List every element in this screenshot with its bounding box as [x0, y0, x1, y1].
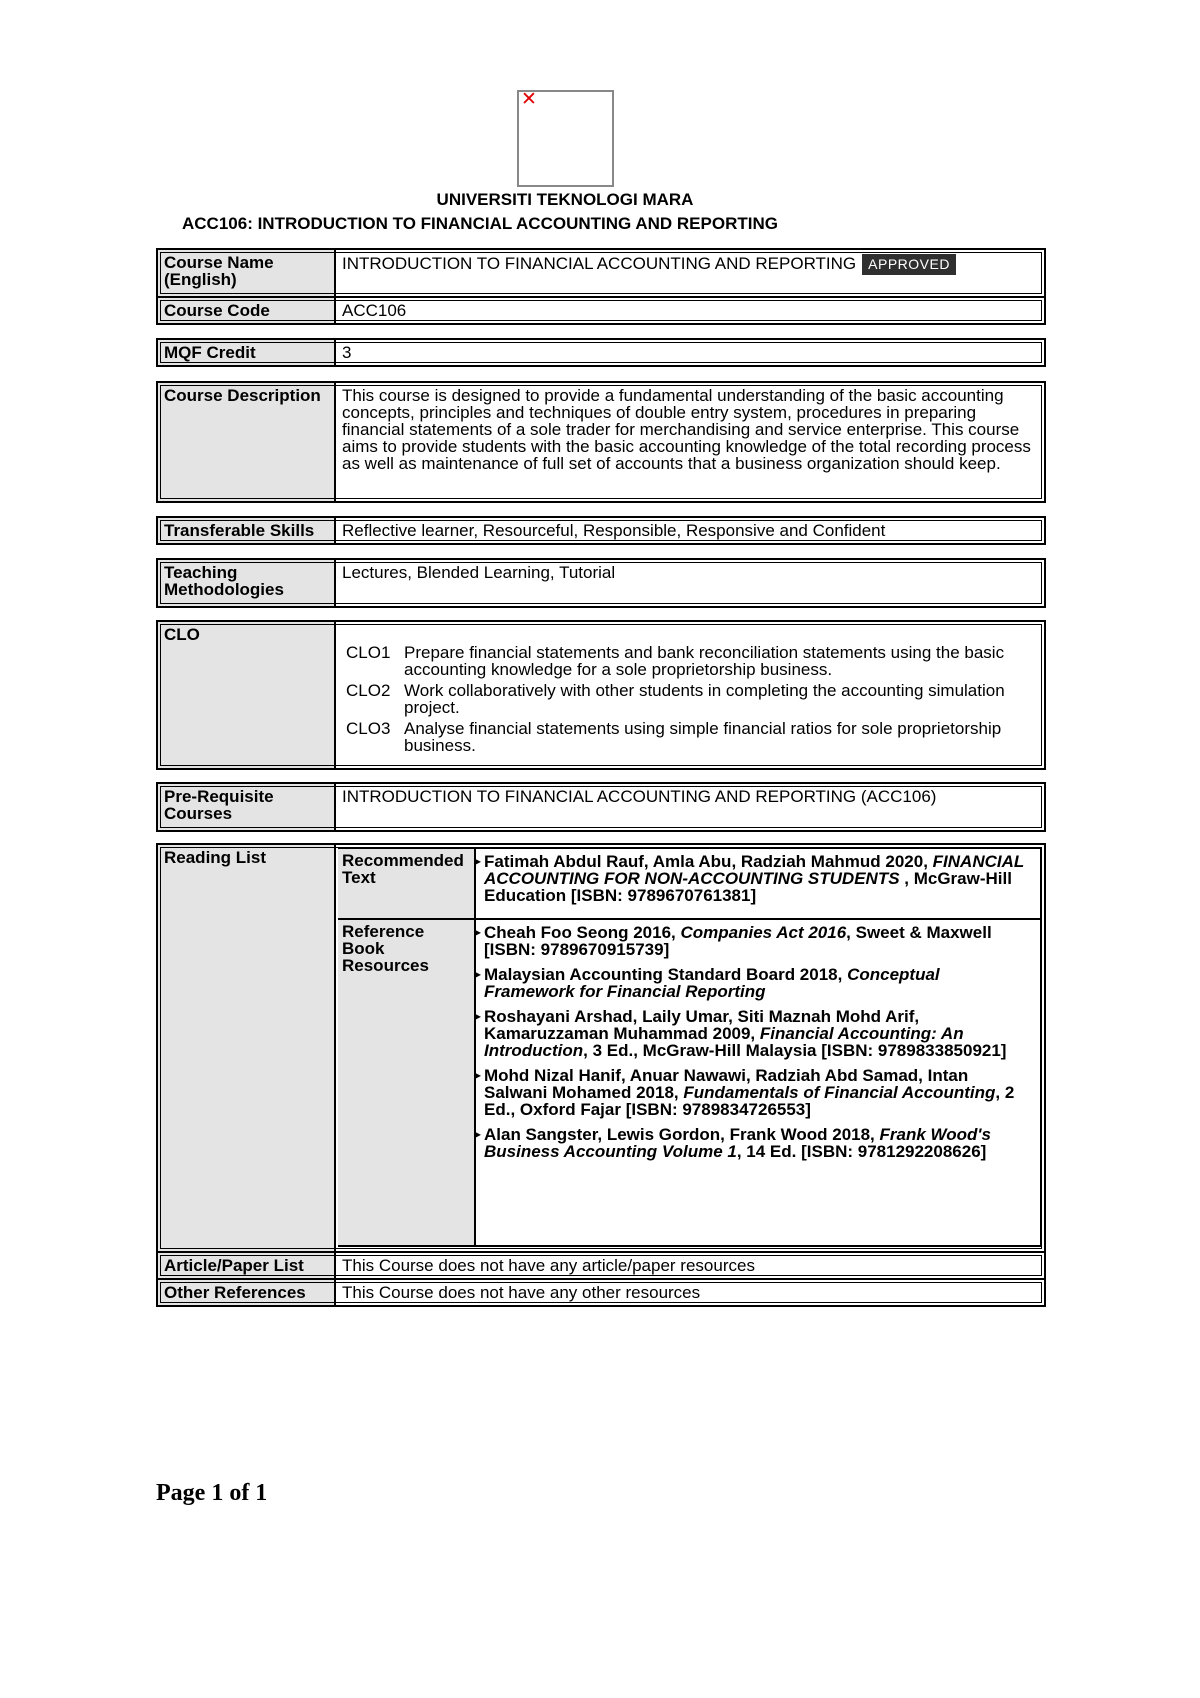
- clo-code: CLO2: [346, 681, 391, 700]
- reading-item: ▸ Roshayani Arshad, Laily Umar, Siti Maznah Mohd Arif, Kamaruzzaman Muhammad 2009, Financial Accounting: An Introduction, 3 Ed., McGraw-Hill Malaysia [ISBN: 9789833850921]: [484, 1008, 1034, 1059]
- article-list-row: [156, 1251, 1046, 1280]
- university-name: UNIVERSITI TEKNOLOGI MARA: [436, 190, 694, 209]
- page-number: Page 1 of 1: [156, 1480, 268, 1506]
- transferable-skills-row: [156, 516, 1046, 545]
- course-name-text: INTRODUCTION TO FINANCIAL ACCOUNTING AND REPORTING: [342, 254, 857, 273]
- reading-item: ▸ Malaysian Accounting Standard Board 2018, Conceptual Framework for Financial Reporting: [484, 966, 1034, 1000]
- reading-list-label: Reading List: [158, 845, 336, 1251]
- course-description-value: This course is designed to provide a fundamental understanding of the basic accounting concepts, principles and techniques of double entry system, procedures in preparing financial statements of a sole trader for merchandising and service enterprise. This course aims to provide students with the basic accounting knowledge of the total recording process as well as maintenance of full set of accounts that a business organization should keep.: [342, 386, 1031, 473]
- book-title: Financial Accounting: An Introduction: [484, 1024, 964, 1060]
- course-name-value: [336, 250, 1044, 296]
- recommended-text-label: Recommended Text: [338, 849, 476, 918]
- transferable-skills-label: Transferable Skills: [158, 518, 336, 543]
- clo-code: CLO1: [346, 643, 391, 662]
- recommended-text-items: [476, 849, 1040, 918]
- clo-item: [346, 644, 1038, 678]
- reference-books-label: Reference Book Resources: [338, 920, 476, 1245]
- reading-item: ▸ Alan Sangster, Lewis Gordon, Frank Wood 2018, Frank Wood's Business Accounting Volume 1, 14 Ed. [ISBN: 9781292208626]: [484, 1126, 1034, 1160]
- course-name-label: Course Name (English): [158, 250, 336, 296]
- prerequisite-value: INTRODUCTION TO FINANCIAL ACCOUNTING AND REPORTING (ACC106): [342, 787, 937, 806]
- other-references-label: Other References: [158, 1280, 336, 1305]
- book-title: FINANCIAL ACCOUNTING FOR NON-ACCOUNTING STUDENTS: [484, 852, 1024, 888]
- reference-books-items: [476, 920, 1040, 1245]
- recommended-text-section: [338, 847, 1042, 920]
- book-title: Fundamentals of Financial Accounting: [683, 1083, 996, 1102]
- mqf-credit-label: MQF Credit: [158, 340, 336, 365]
- prerequisite-label: Pre-Requisite Courses: [158, 784, 336, 830]
- course-description-label: Course Description: [158, 383, 336, 501]
- university-logo: [517, 90, 614, 187]
- mqf-credit-row: [156, 338, 1046, 367]
- article-list-value: This Course does not have any article/paper resources: [342, 1256, 755, 1275]
- book-title: Companies Act 2016: [680, 923, 847, 942]
- clo-text: Analyse financial statements using simple financial ratios for sole proprietorship business.: [404, 719, 1002, 755]
- course-description-row: [156, 381, 1046, 503]
- reading-item: ▸ Mohd Nizal Hanif, Anuar Nawawi, Radziah Abd Samad, Intan Salwani Mohamed 2018, Fundamentals of Financial Accounting, 2 Ed., Oxford Fajar [ISBN: 9789834726553]: [484, 1067, 1034, 1118]
- reading-list-content: [336, 845, 1044, 1251]
- reference-books-section: [338, 920, 1042, 1247]
- teaching-methodologies-label: Teaching Methodologies: [158, 560, 336, 606]
- mqf-credit-value: 3: [342, 343, 352, 362]
- transferable-skills-value: Reflective learner, Resourceful, Responsible, Responsive and Confident: [342, 521, 886, 540]
- clo-value: [336, 622, 1044, 768]
- book-title: Frank Wood's Business Accounting Volume 1: [484, 1125, 991, 1161]
- clo-text: Prepare financial statements and bank reconciliation statements using the basic accounting knowledge for a sole proprietorship business.: [404, 643, 1005, 679]
- course-code-label: Course Code: [158, 298, 336, 323]
- clo-text: Work collaboratively with other students in completing the accounting simulation project.: [404, 681, 1005, 717]
- reading-item: ▸ Fatimah Abdul Rauf, Amla Abu, Radziah Mahmud 2020, FINANCIAL ACCOUNTING FOR NON-ACCOUNTING STUDENTS , McGraw-Hill Education [ISBN: 9789670761381]: [484, 853, 1034, 904]
- teaching-methodologies-row: [156, 558, 1046, 608]
- reading-list-row: [156, 843, 1046, 1253]
- book-title: Conceptual Framework for Financial Reporting: [484, 965, 940, 1001]
- other-references-value: This Course does not have any other resources: [342, 1283, 701, 1302]
- clo-list: [342, 644, 1038, 754]
- broken-image-icon: ✕: [521, 89, 537, 110]
- clo-code: CLO3: [346, 719, 391, 738]
- article-list-label: Article/Paper List: [158, 1253, 336, 1278]
- course-code-row: [156, 296, 1046, 325]
- reading-item: ▸ Cheah Foo Seong 2016, Companies Act 2016, Sweet & Maxwell [ISBN: 9789670915739]: [484, 924, 1034, 958]
- course-heading: ACC106: INTRODUCTION TO FINANCIAL ACCOUNTING AND REPORTING: [182, 214, 778, 233]
- teaching-methodologies-value: Lectures, Blended Learning, Tutorial: [342, 563, 616, 582]
- clo-item: [346, 720, 1038, 754]
- other-references-row: [156, 1278, 1046, 1307]
- clo-row: [156, 620, 1046, 770]
- clo-item: [346, 682, 1038, 716]
- approved-badge: APPROVED: [862, 254, 956, 275]
- course-name-row: [156, 248, 1046, 298]
- prerequisite-row: [156, 782, 1046, 832]
- clo-label: CLO: [158, 622, 336, 768]
- course-code-value: ACC106: [342, 301, 407, 320]
